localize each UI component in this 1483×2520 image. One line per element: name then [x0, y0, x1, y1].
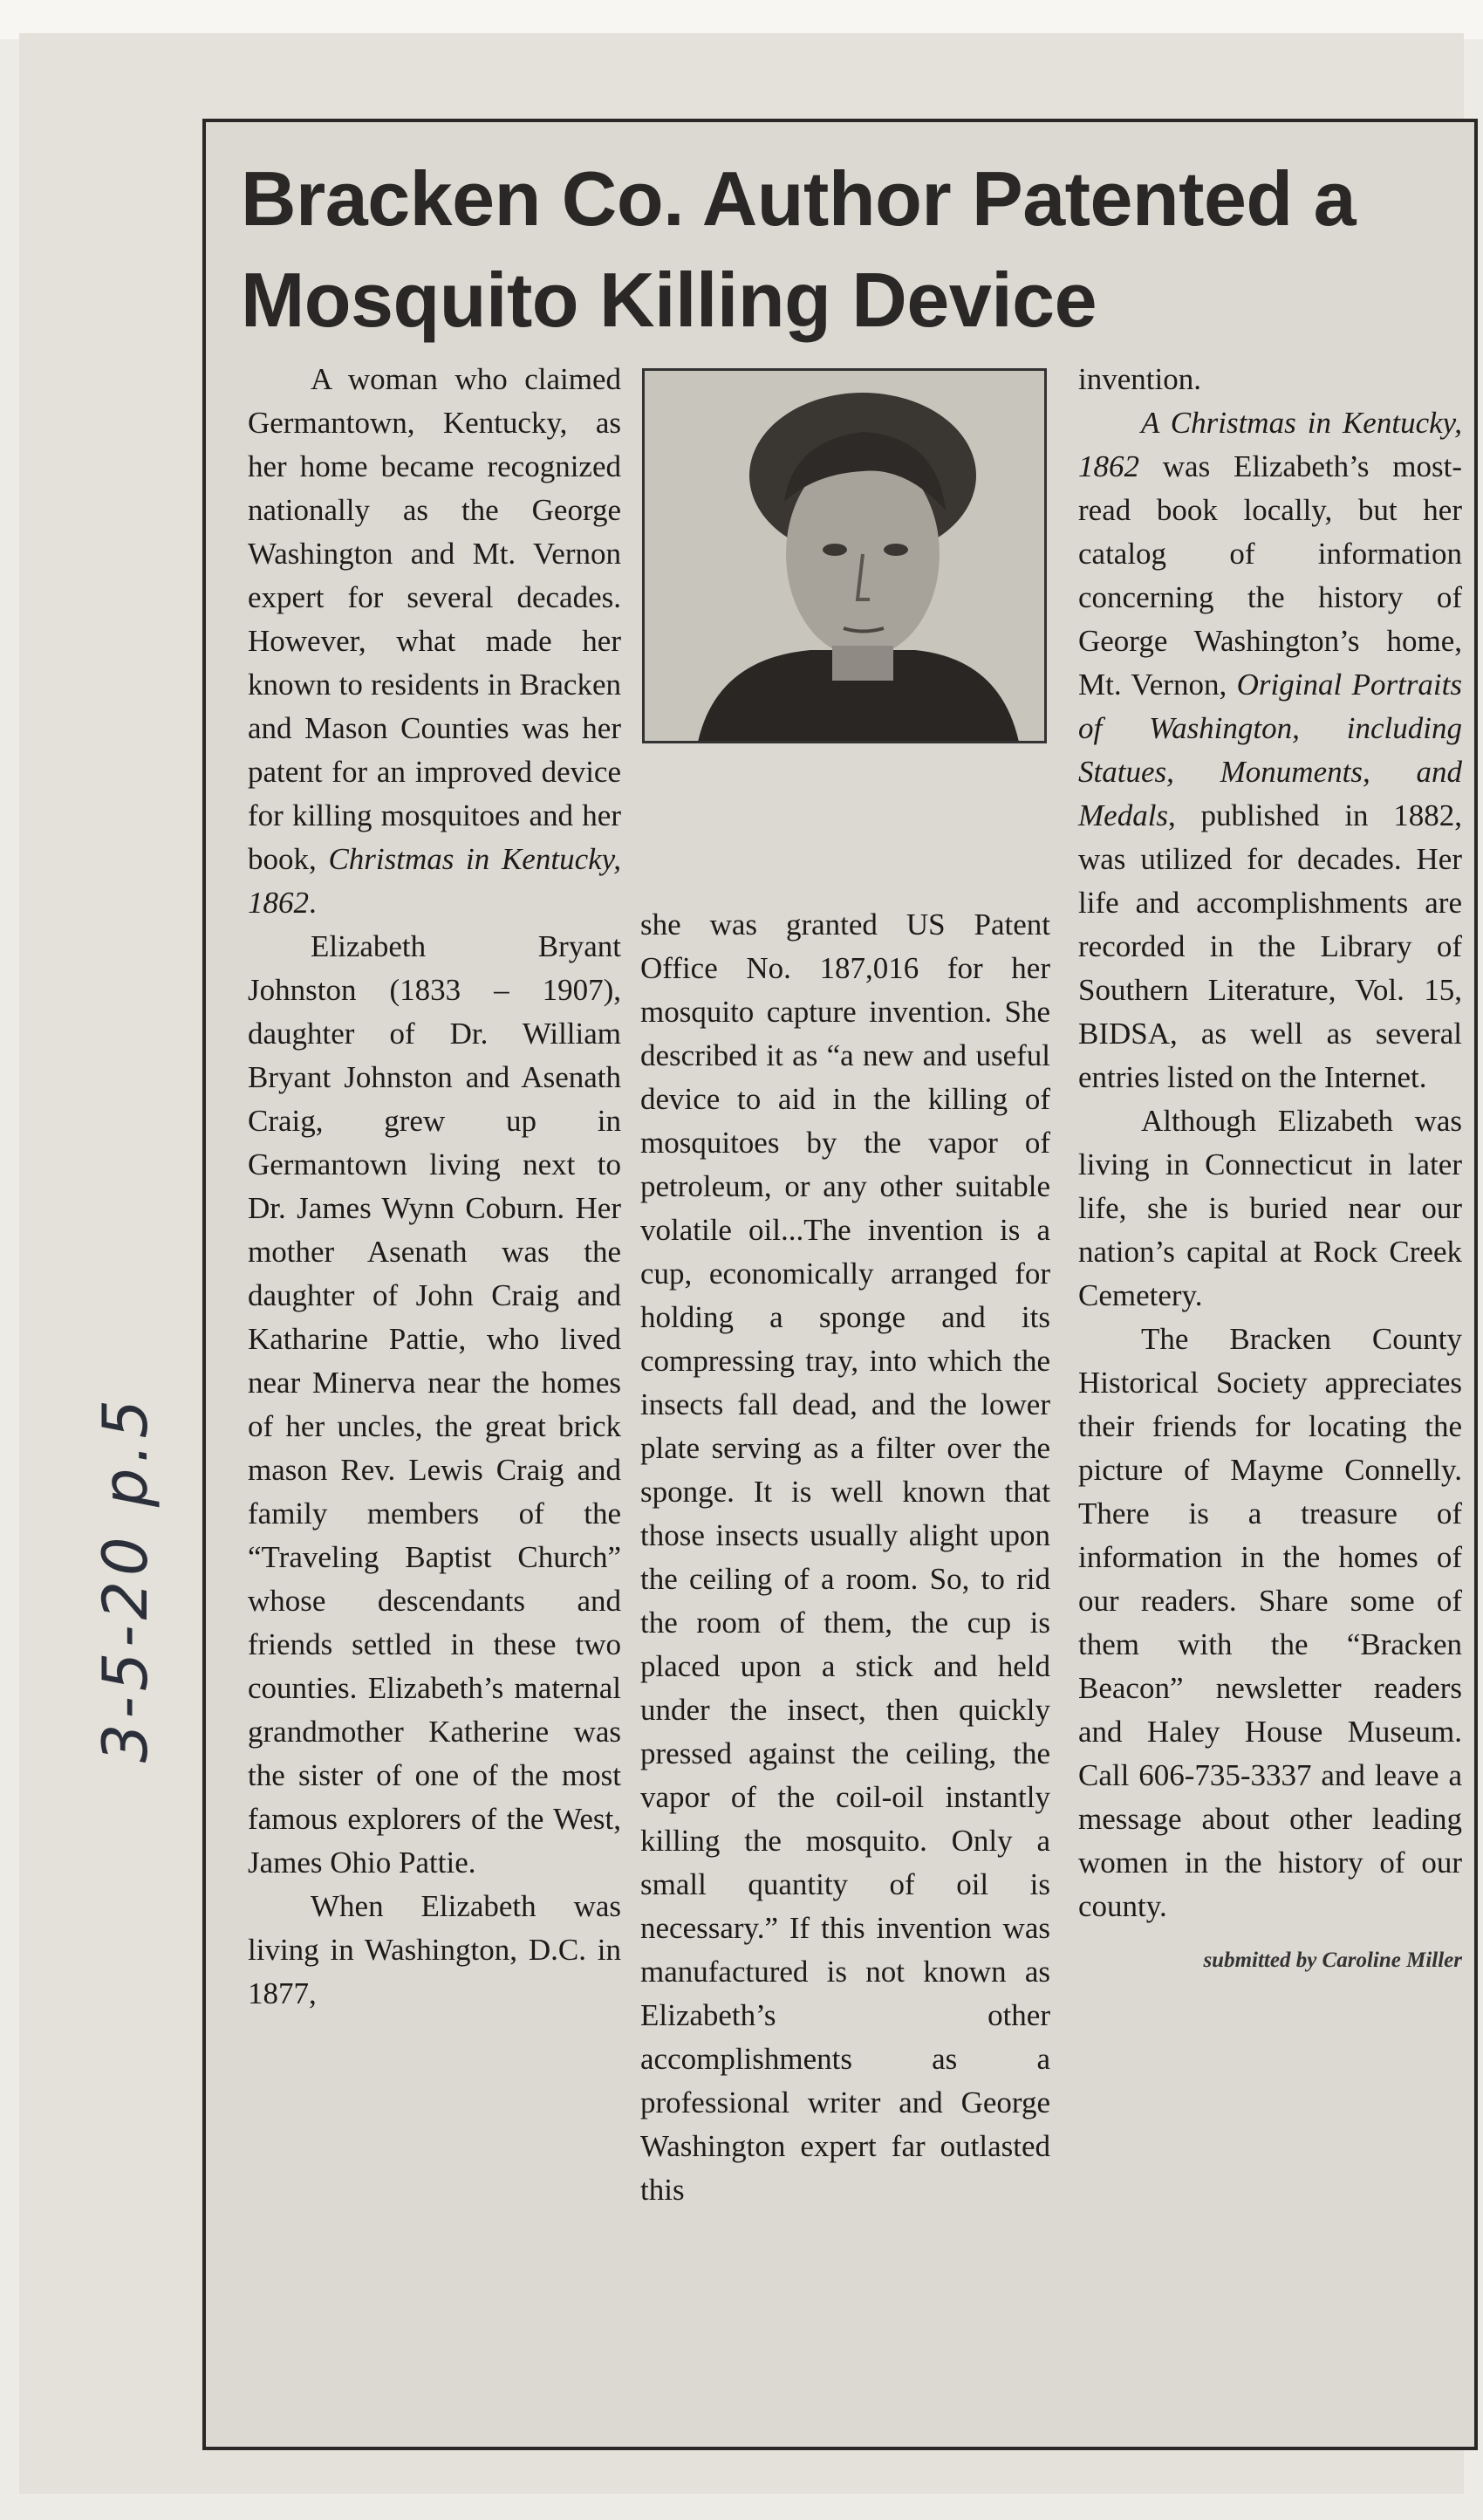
paragraph: she was granted US Patent Office No. 187,016 for her mosquito capture invention. She described it as “a new and useful device to aid in the killing of mosquitoes by the vapor of petroleum, or any other suitable volatile oil...The invention is a cup, economically arranged for holding a sponge and its compressing tray, into which the insects fall dead, and the lower plate serving as a filter over the sponge. It is well known that those insects usually alight upon the ceiling of a room. So, to rid the room of them, the cup is placed upon a stick and held under the insect, then quickly pressed against the ceiling, the vapor of the coil-oil instantly killing the mosquito. Only a small quantity of oil is necessary.” If this invention was manufactured is not known as Elizabeth’s other accomplishments as a professional writer and George Washington expert far outlasted this	[640, 907, 1050, 2207]
headline: Bracken Co. Author Patented a Mosquito Killing Device	[241, 155, 1357, 343]
paragraph: Although Elizabeth was living in Connecticut in later life, she is buried near our nation’s capital at Rock Creek Cemetery.	[1078, 1104, 1462, 1312]
article-box	[202, 119, 1478, 2450]
paragraph: invention.	[1078, 362, 1201, 396]
portrait-photo	[642, 368, 1047, 743]
paragraph: A woman who claimed Germantown, Kentucky, as her home became recognized nationally as the George Washington and Mt. Vernon expert for several decades. However, what made her known to residents in Bracken and Mason Counties was her patent for an improved device for killing mosquitoes and her book, Christmas in Kentucky, 1862.	[248, 362, 621, 920]
paragraph: A Christmas in Kentucky, 1862 was Elizabeth’s most-read book locally, but her catalog of information concerning the history of George Washington’s home, Mt. Vernon, Original Portraits of Washington, including Statues, Monuments, and Medals, published in 1882, was utilized for decades. Her life and accomplishments are recorded in the Library of Southern Literature, Vol. 15, BIDSA, as well as several entries listed on the Internet.	[1078, 406, 1462, 1094]
paragraph: Elizabeth Bryant Johnston (1833 – 1907), daughter of Dr. William Bryant Johnston and Asenath Craig, grew up in Germantown living next to Dr. James Wynn Coburn. Her mother Asenath was the daughter of John Craig and Katharine Pattie, who lived near Minerva near the homes of her uncles, the great brick mason Rev. Lewis Craig and family members of the “Traveling Baptist Church” whose descendants and friends settled in these two counties. Elizabeth’s maternal grandmother Katherine was the sister of one of the most famous explorers of the West, James Ohio Pattie.	[248, 929, 621, 1880]
newspaper-clipping	[19, 33, 1464, 2494]
paragraph: When Elizabeth was living in Washington, D.C. in 1877,	[248, 1889, 621, 2010]
column-2	[640, 903, 1050, 2212]
portrait-image	[645, 371, 1047, 743]
handwritten-date-note	[65, 1325, 187, 1804]
column-1	[248, 358, 621, 2016]
paragraph: The Bracken County Historical Society appreciates their friends for locating the picture of Mayme Connelly. There is a treasure of information in the homes of our readers. Share some of them with the “Bracken Beacon” newsletter readers and Haley House Museum. Call 606-735-3337 and leave a message about other leading women in the history of our county.	[1078, 1322, 1462, 1923]
column-3	[1078, 358, 1462, 1982]
book-title: A Christmas in Kentucky, 1862	[1078, 406, 1462, 483]
book-title: Christmas in Kentucky, 1862	[248, 842, 621, 920]
book-title: Original Portraits of Washington, including Statues, Monuments, and Medals	[1078, 668, 1462, 832]
handwritten-date-text: 3-5-20 p.5	[90, 1394, 161, 1763]
byline: submitted by Caroline Miller	[1203, 1948, 1462, 1972]
